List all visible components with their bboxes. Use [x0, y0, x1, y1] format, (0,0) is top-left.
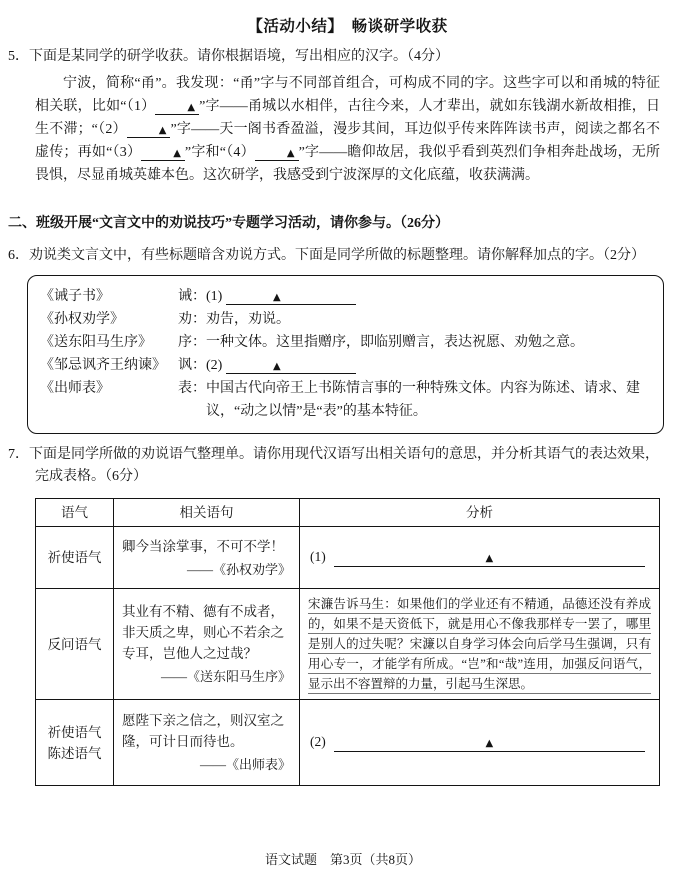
definition-text: 中国古代向帝王上书陈情言事的一种特殊文体。内容为陈述、请求、建议，“动之以情”是“表”的基本特征。 [206, 381, 640, 419]
definition-body [178, 331, 649, 354]
dotted-term: 劝： [178, 312, 206, 327]
definition-row [40, 331, 649, 354]
quote-source: ——《送东阳马生序》 [160, 669, 291, 684]
blank-marker: ▲ [158, 125, 167, 136]
answer-number: (2) [206, 358, 223, 373]
quote-cell [114, 527, 300, 589]
blank-marker: ▲ [272, 292, 281, 303]
header-analysis: 分析 [300, 499, 660, 527]
quote-cell [114, 700, 300, 786]
blank-marker: ▲ [173, 148, 181, 159]
question-5-stem: 5．下面是某同学的研学收获。请你根据语境，写出相应的汉字。（4分） [8, 49, 449, 64]
table-row [36, 700, 660, 786]
definition-row [40, 377, 649, 423]
tone-cell: 反问语气 [36, 589, 114, 700]
work-title: 《出师表》 [40, 381, 110, 396]
analysis-cell [300, 589, 660, 700]
quote-text: 其业有不精、德有不成者，非天质之卑，则心不若余之专耳，岂他人之过哉？ [122, 604, 284, 661]
definition-body [178, 377, 649, 423]
blank-marker: ▲ [286, 148, 295, 159]
work-title: 《邹忌讽齐王纳谏》 [40, 358, 166, 373]
passage-segment: ”字——天一阁书香盈溢，漫步其间，耳边似乎传来阵阵读书声，阅读之都名不虚传；再如“（3） [35, 122, 660, 160]
definition-row [40, 285, 649, 308]
dotted-term: 表： [178, 381, 206, 396]
answer-blank-row [308, 731, 651, 754]
tone-analysis-table [35, 498, 660, 786]
answer-number: (1) [206, 289, 223, 304]
section-2-title: 二、班级开展“文言文中的劝说技巧”专题学习活动，请你参与。（26分） [8, 216, 449, 231]
analysis-cell [300, 700, 660, 786]
table-row [36, 589, 660, 700]
tone-line-1: 祈使语气 [47, 724, 102, 740]
analysis-cell [300, 527, 660, 589]
question-5-passage [35, 72, 660, 187]
quote-source: ——《出师表》 [199, 757, 291, 772]
answer-number: (1) [310, 549, 326, 564]
answer-blank-2 [127, 123, 171, 138]
dotted-term: 诫： [178, 289, 206, 304]
passage-segment: ”字和“（4） [184, 145, 255, 160]
page-footer: 语文试题 第3页（共8页） [264, 852, 421, 867]
answer-line [334, 735, 645, 752]
dotted-term: 序： [178, 335, 206, 350]
table-row [36, 527, 660, 589]
blank-marker: ▲ [485, 553, 494, 564]
answer-blank-4 [255, 146, 299, 161]
quote-source: ——《孙权劝学》 [186, 561, 291, 577]
tone-cell: 祈使语气 [36, 527, 114, 589]
answer-line [334, 550, 645, 567]
blank-marker: ▲ [187, 102, 196, 113]
definition-row [40, 308, 649, 331]
work-title: 《送东阳马生序》 [40, 335, 152, 350]
tone-cell [36, 700, 114, 786]
answer-number: (2) [310, 734, 326, 749]
header-tone: 语气 [36, 499, 114, 527]
tone-line-2: 陈述语气 [47, 745, 102, 761]
answer-blank-1 [155, 100, 199, 115]
work-title: 《孙权劝学》 [40, 312, 124, 327]
answer-blank [226, 290, 356, 305]
blank-marker: ▲ [485, 738, 494, 749]
work-title: 《诫子书》 [40, 289, 110, 304]
quote-cell [114, 589, 300, 700]
definition-body [178, 308, 649, 331]
answer-blank [226, 359, 356, 374]
table-header-row [36, 499, 660, 527]
activity-summary-title: 【活动小结】 畅谈研学收获 [247, 18, 448, 35]
answer-blank-3 [141, 146, 185, 161]
definition-text: 一种文体。这里指赠序，即临别赠言，表达祝愿、劝勉之意。 [206, 335, 584, 350]
dotted-term: 讽： [178, 358, 206, 373]
passage-segment: ”字——瞻仰故居，我似乎看到英烈们争相奔赴战场，无所畏惧，尽显甬城英雄本色。这次研学，我感受到宁波深厚的文化底蕴，收获满满。 [35, 145, 661, 183]
quote-text: 卿今当涂掌事，不可不学！ [122, 538, 284, 554]
passage-segment: ”字——甬城以水相伴，古往今来，人才辈出，就如东钱湖水新故相推，日生不滞；“（2） [35, 99, 660, 137]
definition-body [178, 354, 649, 377]
passage-segment: 宁波，简称“甬”。我发现：“甬”字与不同部首组合，可构成不同的字。这些字可以和甬城的特征相关联，比如“（1） [35, 76, 660, 114]
title-definitions-box [27, 275, 664, 434]
blank-marker: ▲ [272, 361, 281, 372]
definition-body [178, 285, 649, 308]
quote-text: 愿陛下亲之信之，则汉室之隆，可计日而待也。 [122, 713, 284, 749]
definition-text: 劝告，劝说。 [206, 312, 290, 327]
question-7-stem: 7．下面是同学所做的劝说语气整理单。请你用现代汉语写出相关语句的意思，并分析其语气的表达效果，完成表格。（6分） [8, 447, 659, 484]
written-analysis: 宋濂告诉马生：如果他们的学业还有不精通，品德还没有养成的，如果不是天资低下，就是用心不像我那样专一罢了，哪里是别人的过失呢？宋濂以自身学习体会向后学马生强调，只有用心专一，才能学有所成。“岂”和“哉”连用，加强反问语气，显示出不容置辩的力量，引起马生深思。 [308, 594, 651, 694]
answer-blank-row [308, 546, 651, 569]
question-6-stem: 6．劝说类文言文中，有些标题暗含劝说方式。下面是同学所做的标题整理。请你解释加点的字。（2分） [8, 248, 645, 263]
header-quote: 相关语句 [114, 499, 300, 527]
definition-row [40, 354, 649, 377]
